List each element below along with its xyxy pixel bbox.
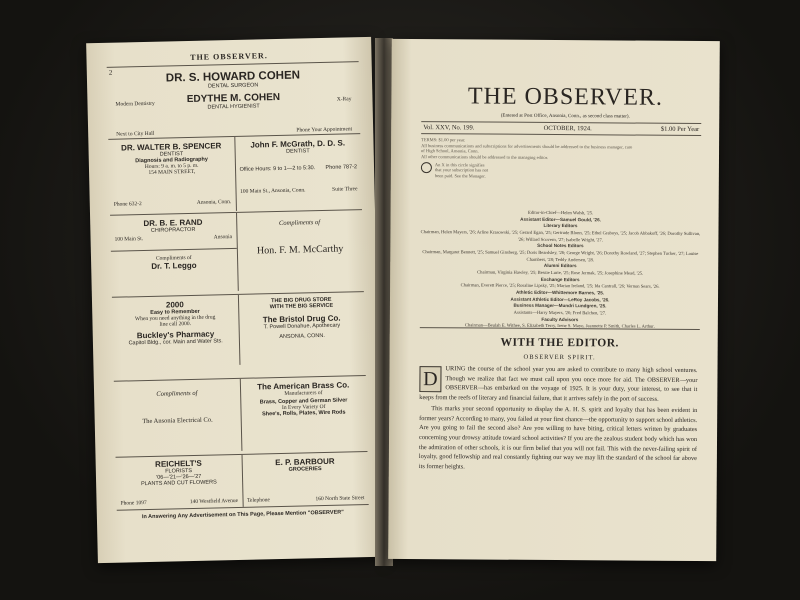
brass-line2: Brass, Copper and German Silver	[259, 397, 348, 406]
rand-title: CHIROPRACTOR	[150, 226, 196, 234]
bristol-city: ANSONIA, CONN.	[279, 332, 325, 340]
ad-row-drugs	[112, 291, 366, 368]
blurb-line: All business communications and subscriptions for advertisements should be addressed to the business manager, care	[421, 142, 633, 150]
editorial-paragraph-1: URING the course of the school year you are asked to contribute to many high school ventures. Though we realize that fact we must call upon you once more for aid. The OBSERVER—your OBSERVER—has embarked on the voyage of 1925. It is your duty, your interest, to see that it keeps from the reefs of literary and financial failure, that it arrives safely in the port of success.	[419, 365, 698, 403]
ad-row-florist	[116, 451, 369, 511]
subscription-circle-icon	[421, 162, 432, 173]
spencer-phone: Phone 632-2	[113, 201, 142, 208]
buckley-line1: Easy to Remember	[150, 308, 200, 316]
ad-mcgrath	[235, 134, 362, 211]
cohen-left-note: Modern Dentistry	[115, 100, 155, 108]
barbour-line1: GROCERIES	[288, 466, 322, 473]
buckley-address: Capitol Bldg., cor. Main and Water Sts.	[128, 338, 223, 347]
brass-line3: In Every Variety Of	[281, 403, 326, 411]
cohen-name2: EDYTHE M. COHEN	[186, 91, 281, 106]
spencer-city: Ansonia, Conn.	[196, 199, 232, 206]
editorial-subhead: OBSERVER SPIRIT.	[523, 353, 596, 362]
cohen-title: DENTAL SURGEON	[207, 82, 259, 90]
barbour-address: 160 North State Street	[315, 495, 365, 503]
ad-row-brass	[114, 375, 368, 454]
exchange-editors: Chairman, Everett Pierce, '25; Rosaline Lipsky, '25; Marian Ireland, '25; Ida Cantrall, '26; Vernon Sears, '26.	[460, 282, 660, 289]
school-notes-editors: Chairman, Margaret Bennett, '25; Samuel Ginsberg, '25; Doris Beardsley, '26; George Wright, '26; Dorothy Rowland, '27; Stephen Tucker, '27; Louise Chambers, '28; Teddy Andersen, '28.	[422, 249, 699, 262]
rand-name: DR. B. E. RAND	[143, 217, 203, 229]
blurb-line: of High School, Ansonia, Conn.	[421, 148, 479, 154]
cohen-title2: DENTAL HYGIENIST	[207, 103, 260, 111]
alumni-heading: Alumni Editors	[543, 263, 577, 269]
cohen-right-note: X-Ray	[336, 96, 352, 103]
ad-american-brass	[240, 376, 367, 451]
assistant-athletic-editor: Assistant Athletic Editor—LeRoy Jacobs, '26.	[510, 296, 610, 302]
ad-spencer	[108, 137, 236, 214]
ad-reichelt	[116, 455, 244, 510]
ad-rand-leggo	[110, 213, 238, 294]
price: $1.00 Per Year	[660, 125, 700, 134]
barbour-name: E. P. BARBOUR	[275, 456, 335, 468]
mcgrath-hours: Office Hours: 9 to 1—2 to 5:30.	[239, 165, 316, 173]
mccarthy-name: Hon. F. M. McCarthy	[256, 243, 344, 257]
reichelt-name: REICHELT'S	[155, 458, 202, 469]
blurb-line: been paid. See the Manager.	[434, 172, 486, 179]
mcgrath-address: 100 Main St., Ansonia, Conn.	[239, 187, 306, 195]
literary-editors: Chairman, Helen Mayers, '26; Arline Krasowski, '25; Gerard Egan, '25; Gertrude Blonn, '25; Ethel Graboys, '25; Jacob Abbakoff, '26; Dorothy Sullivan, '26; Willard Scovern, '27; Isabelle Wright, '27.	[420, 229, 701, 242]
buckley-name: Buckley's Pharmacy	[136, 329, 215, 341]
cohen-left-bottom: Next to City Hall	[116, 130, 155, 138]
volume-line	[421, 121, 701, 136]
spencer-address: 154 MAIN STREET,	[148, 168, 196, 176]
assistant-editor: Assistant Editor—Samuel Gould, '26.	[520, 216, 601, 222]
ad-ansonia-electrical	[114, 379, 242, 454]
mcgrath-phone: Phone 787-2	[325, 164, 358, 171]
running-head: THE OBSERVER.	[190, 51, 268, 62]
rand-address: 100 Main St.	[114, 236, 144, 243]
editorial-paragraph-2: This marks your second opportunity to display the A. H. S. spirit and loyalty that has been evident in former years? According to many, you failed at your first chance—the opportunity to support school athletics. Are you going to fail the second also? Are you willing to have biting, critical letters written by graduates concerning your drowsy attitude toward school activities? If you are the zealous student body which has won the admiration of other schools, it is our firm belief that you will not fail. This with the never-failing spirit of loyalty, good fellowship and real constantly fighting our way we may lift the standard of the school far above its former heights.	[418, 405, 698, 471]
rand-city: Ansonia	[213, 234, 233, 241]
page-number: 2	[108, 68, 113, 77]
spencer-specialty: Diagnosis and Radiography	[135, 156, 208, 165]
mcgrath-title: DENTIST	[286, 148, 310, 155]
school-notes-heading: School Notes Editors	[537, 243, 584, 249]
leggo-compliments: Compliments of	[155, 254, 192, 262]
ad-cohen	[107, 61, 360, 138]
left-page	[86, 37, 383, 563]
ad-buckley	[112, 295, 240, 368]
literary-heading: Literary Editors	[543, 223, 578, 229]
alumni-editors: Chairman, Virginia Hawley, '25; Bessie Lurie, '25; Rose Jermak, '25; Josephine Mead, '25.	[477, 269, 644, 276]
subscription-blurb	[421, 137, 701, 180]
ad-mccarthy	[237, 210, 364, 291]
ad-row-rand	[110, 209, 364, 294]
cohen-right-bottom: Phone Your Appointment	[296, 126, 353, 134]
leggo-name: Dr. T. Leggo	[151, 260, 197, 271]
barbour-phone: Telephone	[246, 497, 270, 504]
faculty-advisors: Chairman—Beulah E. Withee, S. Elizabeth Terry, Irene S. Mayo, Jeannette P. Smith, Charles L. Arthur.	[464, 322, 655, 329]
bristol-tagline1: THE BIG DRUG STORE	[271, 296, 332, 305]
brass-line4: Shee's, Rolls, Plates, Wire Rods	[262, 409, 346, 418]
business-assistants: Assistants—Harry Mayers, '26; Fred Balchen, '27.	[513, 309, 607, 316]
right-page	[388, 39, 720, 561]
spencer-hours: Hours: 9 a. m. to 5 p. m.	[144, 162, 199, 170]
reichelt-line1: FLORISTS	[165, 468, 193, 475]
buckley-line2: When you need anything in the drug	[134, 314, 216, 323]
blurb-line: TERMS: $1.00 per year.	[421, 137, 466, 143]
blurb-line: An X in this circle signifies	[434, 161, 485, 168]
editor-section-title: WITH THE EDITOR.	[420, 327, 700, 350]
brass-name: The American Brass Co.	[257, 380, 350, 392]
electrical-compliments: Compliments of	[156, 389, 198, 398]
masthead: THE OBSERVER.	[467, 83, 664, 111]
staff-masthead	[420, 209, 701, 331]
volume: Vol. XXV, No. 199.	[423, 124, 475, 132]
spencer-title: DENTIST	[159, 151, 184, 158]
business-manager: Business Manager—Mundri Lundgren, '25.	[513, 302, 607, 309]
spencer-name: DR. WALTER B. SPENCER	[121, 141, 222, 153]
mcgrath-suite: Suite Three	[332, 186, 358, 193]
dropcap: D	[419, 366, 441, 392]
buckley-number: 2000	[165, 300, 184, 310]
blurb-line: All other communications should be addressed to the managing editor.	[420, 153, 548, 160]
faculty-heading: Faculty Advisors	[541, 316, 579, 322]
brass-line1: Manufacturers of	[284, 390, 323, 397]
ad-barbour	[242, 452, 369, 507]
ad-bristol	[238, 292, 365, 365]
buckley-line3: line call 2000.	[159, 320, 192, 328]
entered-note: (Entered at Post Office, Ansonia, Conn., as second class matter).	[500, 113, 630, 120]
bristol-tagline2: WITH THE BIG SERVICE	[269, 302, 334, 311]
reichelt-address: 140 Westfield Avenue	[189, 497, 239, 506]
bristol-name: The Bristol Drug Co.	[262, 313, 341, 325]
ads-footer: In Answering Any Advertisement on This Page, Please Mention "OBSERVER"	[141, 509, 344, 521]
bristol-proprietor: T. Powell Donahue, Apothecary	[263, 322, 341, 331]
cohen-name: DR. S. HOWARD COHEN	[165, 69, 301, 85]
reichelt-line3: PLANTS AND CUT FLOWERS	[140, 479, 217, 488]
electrical-name: The Ansonia Electrical Co.	[142, 416, 213, 426]
reichelt-phone: Phone 1097	[120, 500, 147, 507]
mcgrath-name: John F. McGrath, D. D. S.	[250, 138, 346, 150]
reichelt-line2: '06—'21—'26—'27	[156, 473, 202, 481]
athletic-editor: Athletic Editor—Whittemore Barnes, '25.	[515, 289, 605, 296]
blurb-line: that your subscription has not	[434, 167, 489, 173]
editorial-body	[419, 364, 698, 473]
exchange-heading: Exchange Editors	[540, 276, 580, 282]
issue-date: OCTOBER, 1924.	[543, 124, 592, 133]
editor-in-chief: Editor-in-Chief—Helen Walsh, '25.	[528, 209, 594, 216]
mccarthy-compliments: Compliments of	[278, 219, 321, 227]
